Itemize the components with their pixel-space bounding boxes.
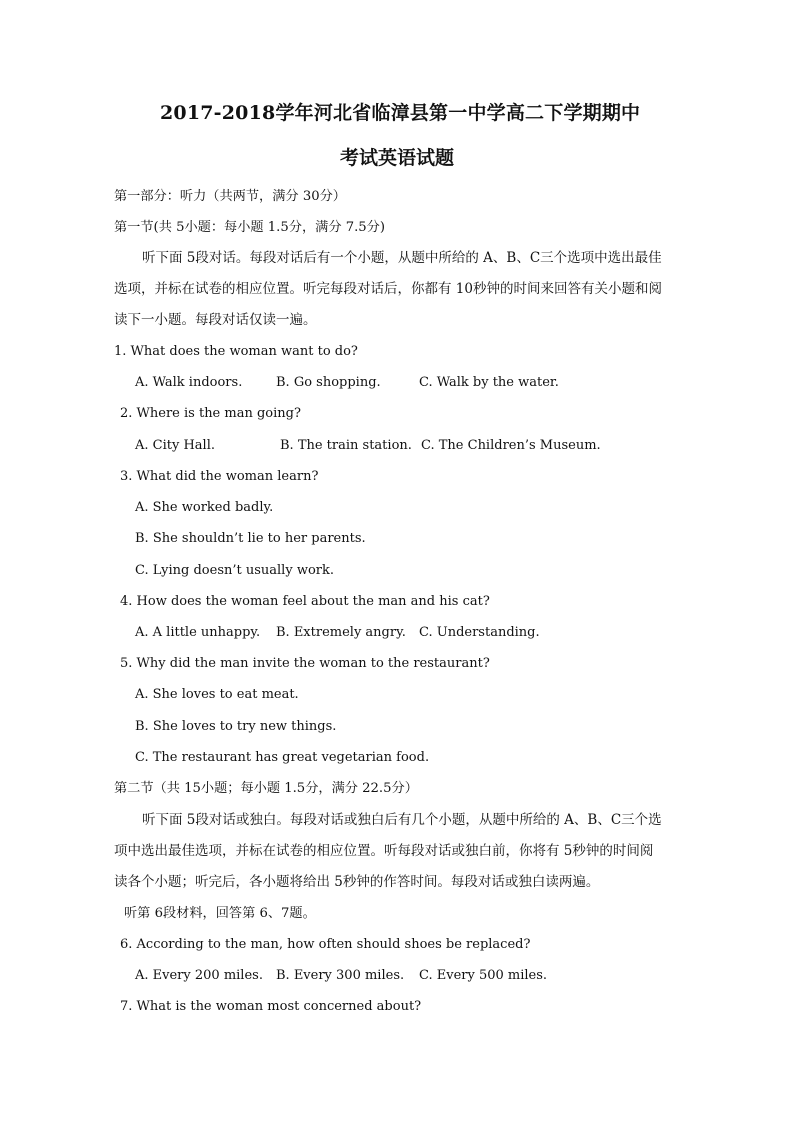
q4-option-c: C. Understanding. — [419, 625, 540, 640]
q3-option-b: B. She shouldn’t lie to her parents. — [135, 531, 366, 546]
question-1: 1. What does the woman want to do? — [114, 344, 358, 359]
section2-instruction-line: 听下面 5段对话或独白。每段对话或独白后有几个小题，从题中所给的 A、B、C三个选 — [142, 812, 662, 828]
q5-option-a: A. She loves to eat meat. — [135, 687, 299, 702]
q1-option-b: B. Go shopping. — [276, 375, 381, 390]
question-3: 3. What did the woman learn? — [120, 469, 319, 484]
section1-instruction-line: 听下面 5段对话。每段对话后有一个小题，从题中所给的 A、B、C三个选项中选出最佳 — [142, 250, 662, 266]
q4-option-b: B. Extremely angry. — [276, 625, 406, 640]
exam-title-line1: 2017-2018学年河北省临漳县第一中学高二下学期期中 — [160, 102, 641, 124]
question-6: 6. According to the man, how often should shoes be replaced? — [120, 937, 531, 952]
section2-heading: 第二节（共 15小题；每小题 1.5分，满分 22.5分） — [114, 781, 418, 796]
section2-instruction-line: 项中选出最佳选项，并标在试卷的相应位置。听每段对话或独白前，你将有 5秒钟的时间阅 — [114, 843, 654, 859]
section2-instruction-line: 读各个小题；听完后，各小题将给出 5秒钟的作答时间。每段对话或独白读两遍。 — [114, 874, 600, 890]
q6-option-b: B. Every 300 miles. — [276, 968, 405, 983]
section1-heading: 第一节(共 5小题：每小题 1.5分，满分 7.5分) — [114, 220, 386, 235]
q1-option-c: C. Walk by the water. — [419, 375, 559, 390]
q1-option-a: A. Walk indoors. — [135, 375, 243, 390]
question-4: 4. How does the woman feel about the man and his cat? — [120, 594, 490, 609]
question-2: 2. Where is the man going? — [120, 406, 301, 421]
section1-instruction-line: 读下一小题。每段对话仅读一遍。 — [114, 312, 317, 328]
q6-option-a: A. Every 200 miles. — [135, 968, 263, 983]
exam-title-line2: 考试英语试题 — [339, 147, 454, 169]
q3-option-c: C. Lying doesn’t usually work. — [135, 563, 334, 578]
q2-option-a: A. City Hall. — [135, 438, 215, 453]
q3-option-a: A. She worked badly. — [135, 500, 274, 515]
question-5: 5. Why did the man invite the woman to the restaurant? — [120, 656, 490, 671]
material-6-note: 听第 6段材料，回答第 6、7题。 — [124, 906, 316, 921]
q2-option-b: B. The train station. — [280, 438, 412, 453]
q6-option-c: C. Every 500 miles. — [419, 968, 548, 983]
part1-heading: 第一部分：听力（共两节，满分 30分） — [114, 189, 346, 204]
section1-instruction-line: 选项，并标在试卷的相应位置。听完每段对话后，你都有 10秒钟的时间来回答有关小题和阅 — [114, 281, 662, 297]
q4-option-a: A. A little unhappy. — [135, 625, 261, 640]
question-7: 7. What is the woman most concerned about? — [120, 999, 422, 1014]
q5-option-c: C. The restaurant has great vegetarian food. — [135, 750, 430, 765]
q2-option-c: C. The Children’s Museum. — [421, 438, 601, 453]
q5-option-b: B. She loves to try new things. — [135, 719, 337, 734]
